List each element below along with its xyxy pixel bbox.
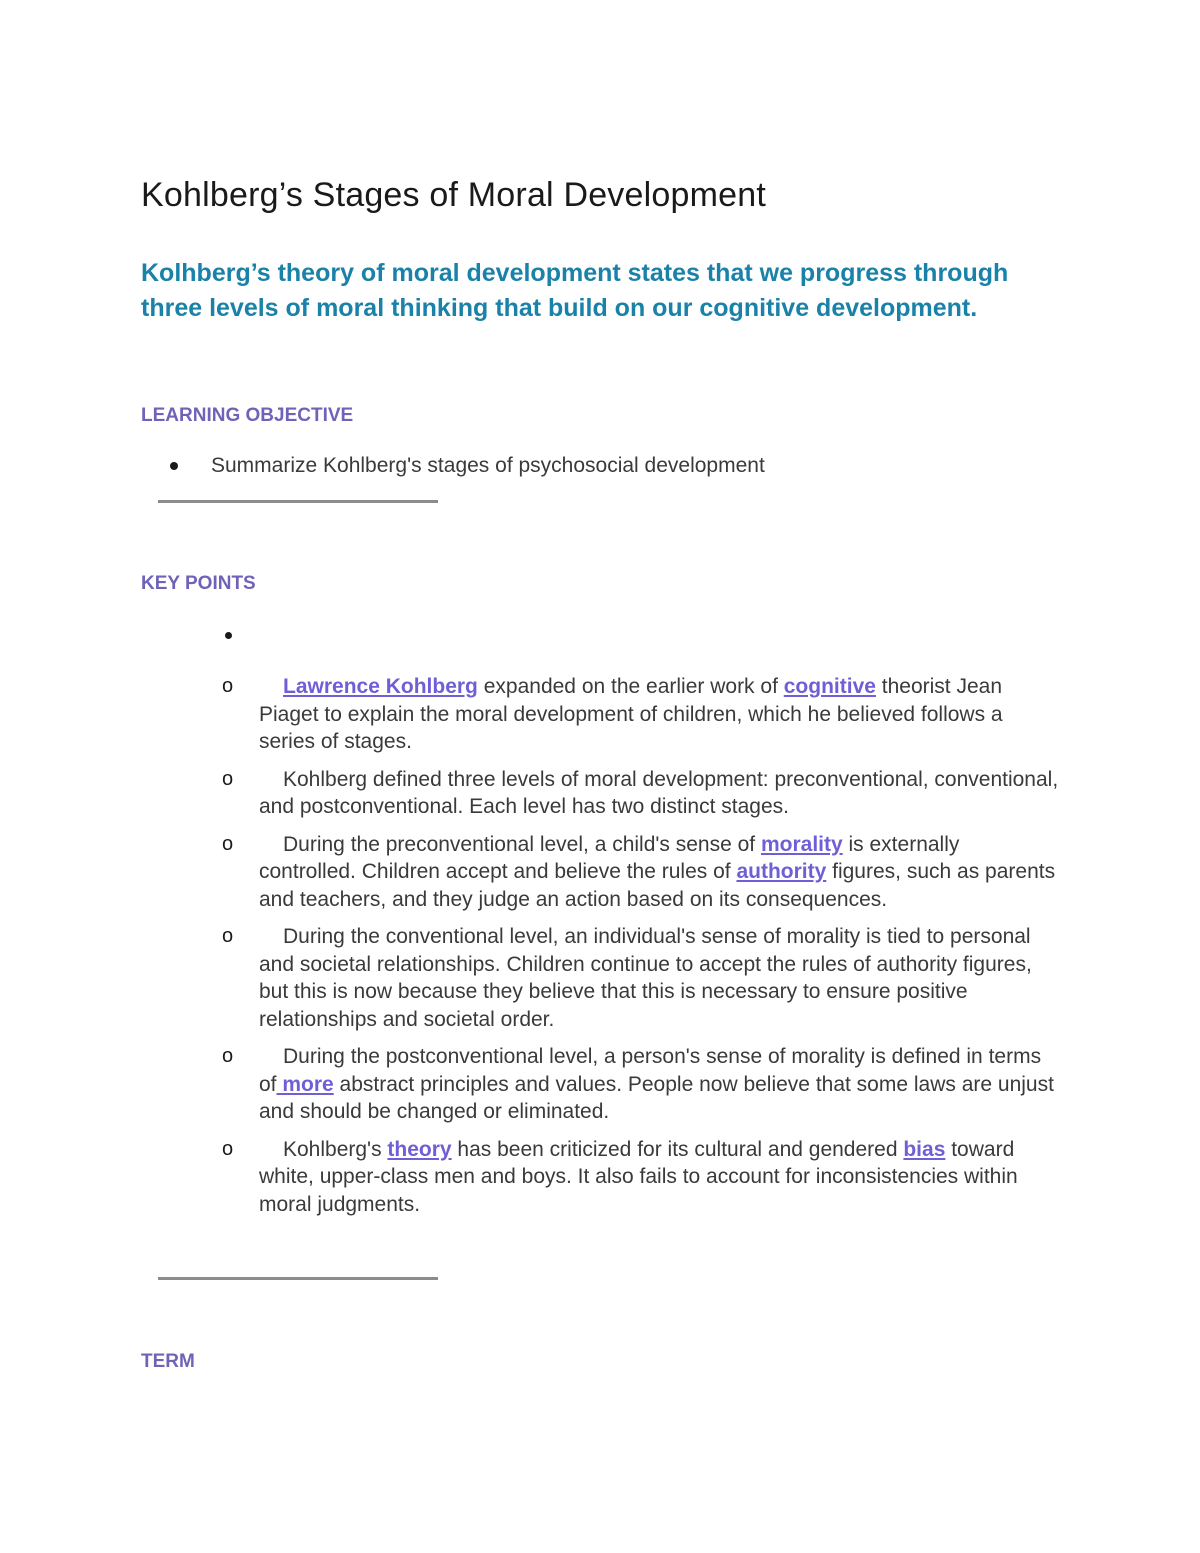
page-title: Kohlberg’s Stages of Moral Development [141,176,766,214]
key-point-item [222,1043,1062,1126]
circle-bullet-icon: o [222,767,234,790]
circle-bullet-icon: o [222,675,234,697]
learning-objective-heading: LEARNING OBJECTIVE [141,405,354,426]
link-morality[interactable]: morality [760,832,843,856]
list-item [141,452,765,480]
bullet-icon [170,462,178,470]
key-point-text: During the preconventional level, a child's sense of morality is externally controlled. Children accept and believe the rules of authority figures, such as parents and teachers, and they judge an action based on its consequences. [259,832,1056,911]
key-point-item [222,923,1062,1033]
key-point-item [222,831,1062,914]
link-bias[interactable]: bias [903,1137,946,1161]
circle-bullet-icon: o [222,925,234,947]
section-divider [158,1277,438,1280]
key-points-list [222,673,1062,1228]
section-divider [158,500,438,503]
key-point-item [222,766,1062,821]
link-more[interactable]: more [276,1072,334,1096]
circle-bullet-icon: o [222,832,234,855]
key-points-heading: KEY POINTS [141,573,256,594]
key-point-text: Kohlberg defined three levels of moral development: preconventional, conventional, and postconventional. Each level has two distinct stages. [259,767,1059,818]
link-cognitive[interactable]: cognitive [783,675,876,698]
key-point-item [222,1136,1062,1219]
key-point-text: During the conventional level, an individual's sense of morality is tied to personal and societal relationships. Children continue to accept the rules of authority figures, but this is now because they believe that this is necessary to ensure positive relationships and societal order. [259,925,1032,1031]
term-heading: TERM [141,1351,195,1372]
key-point-text: During the postconventional level, a person's sense of morality is defined in terms of more abstract principles and values. People now believe that some laws are unjust and should be changed or eliminated. [259,1045,1054,1123]
key-point-text: Kohlberg's theory has been criticized for its cultural and gendered bias toward white, upper-class men and boys. It also fails to account for inconsistencies within moral judgments. [259,1137,1018,1216]
page-subtitle: Kolhberg’s theory of moral development states that we progress through three levels of moral thinking that build on our cognitive development. [141,259,1009,322]
link-theory[interactable]: theory [387,1137,452,1161]
link-lawrence-kohlberg[interactable]: Lawrence Kohlberg [283,675,478,698]
key-point-text: Lawrence Kohlberg expanded on the earlier work of cognitive theorist Jean Piaget to explain the moral development of children, which he believed follows a series of stages. [259,675,1003,753]
key-point-item [222,673,1062,756]
link-authority[interactable]: authority [736,860,827,883]
learning-objective-list [141,452,765,480]
circle-bullet-icon: o [222,1045,234,1067]
circle-bullet-icon: o [222,1137,234,1160]
bullet-icon [225,632,232,639]
learning-objective-text: Summarize Kohlberg's stages of psychosocial development [211,454,765,477]
